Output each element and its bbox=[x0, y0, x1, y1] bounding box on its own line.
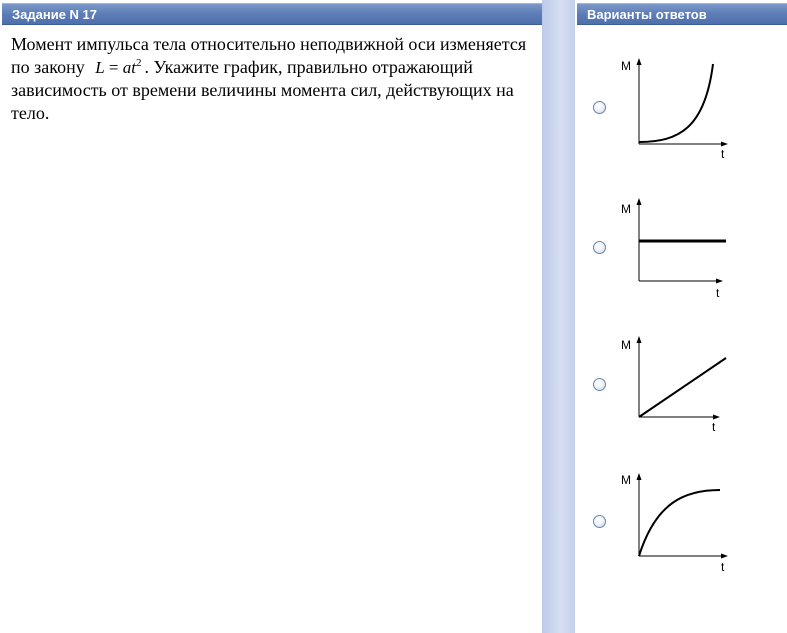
formula-lhs: L bbox=[95, 58, 105, 77]
formula-eq: = bbox=[108, 58, 119, 77]
graph-4-y-label: M bbox=[621, 473, 631, 487]
answer-graph-4 bbox=[590, 470, 740, 580]
panel-divider bbox=[542, 0, 575, 633]
graph-4-curve bbox=[639, 490, 720, 556]
answers-header-title: Варианты ответов bbox=[587, 7, 707, 22]
graph-3-curve bbox=[639, 358, 726, 417]
graph-1-y-arrow bbox=[637, 58, 642, 65]
answer-option-2[interactable] bbox=[590, 195, 740, 305]
graph-1-curve bbox=[639, 64, 713, 142]
question-text bbox=[11, 33, 531, 125]
answer-graph-1 bbox=[590, 55, 740, 165]
graph-4-x-label: t bbox=[721, 560, 725, 574]
graph-3-y-label: M bbox=[621, 338, 631, 352]
graph-3-x-label: t bbox=[712, 420, 716, 434]
question-part1: Момент импульса тела относительно неподвижной оси изменяется по закону bbox=[11, 34, 527, 77]
formula-exponent: 2 bbox=[136, 57, 142, 69]
answer-option-3[interactable] bbox=[590, 333, 740, 443]
formula bbox=[89, 58, 144, 77]
question-part2: . Укажите график, правильно отражающий зависимость от времени величины момента сил, действующих на тело. bbox=[11, 57, 514, 123]
graph-4-x-arrow bbox=[721, 554, 728, 559]
answers-header bbox=[577, 3, 787, 25]
task-header-title: Задание N 17 bbox=[12, 7, 98, 22]
graph-2-x-arrow bbox=[716, 279, 723, 284]
graph-2-y-arrow bbox=[637, 198, 642, 205]
formula-var-t: t bbox=[131, 58, 136, 77]
graph-1-x-arrow bbox=[721, 142, 728, 147]
graph-1-x-label: t bbox=[721, 147, 725, 161]
graph-4-y-arrow bbox=[637, 473, 642, 480]
answer-graph-3 bbox=[590, 333, 740, 443]
graph-2-y-label: M bbox=[621, 202, 631, 216]
answer-graph-2 bbox=[590, 195, 740, 305]
graph-3-y-arrow bbox=[637, 336, 642, 343]
graph-2-x-label: t bbox=[716, 286, 720, 300]
graph-3-x-arrow bbox=[713, 415, 720, 420]
answer-option-1[interactable] bbox=[590, 55, 740, 165]
answer-option-4[interactable] bbox=[590, 470, 740, 580]
graph-1-y-label: M bbox=[621, 59, 631, 73]
task-header bbox=[2, 3, 542, 25]
formula-var-a: a bbox=[122, 58, 132, 77]
